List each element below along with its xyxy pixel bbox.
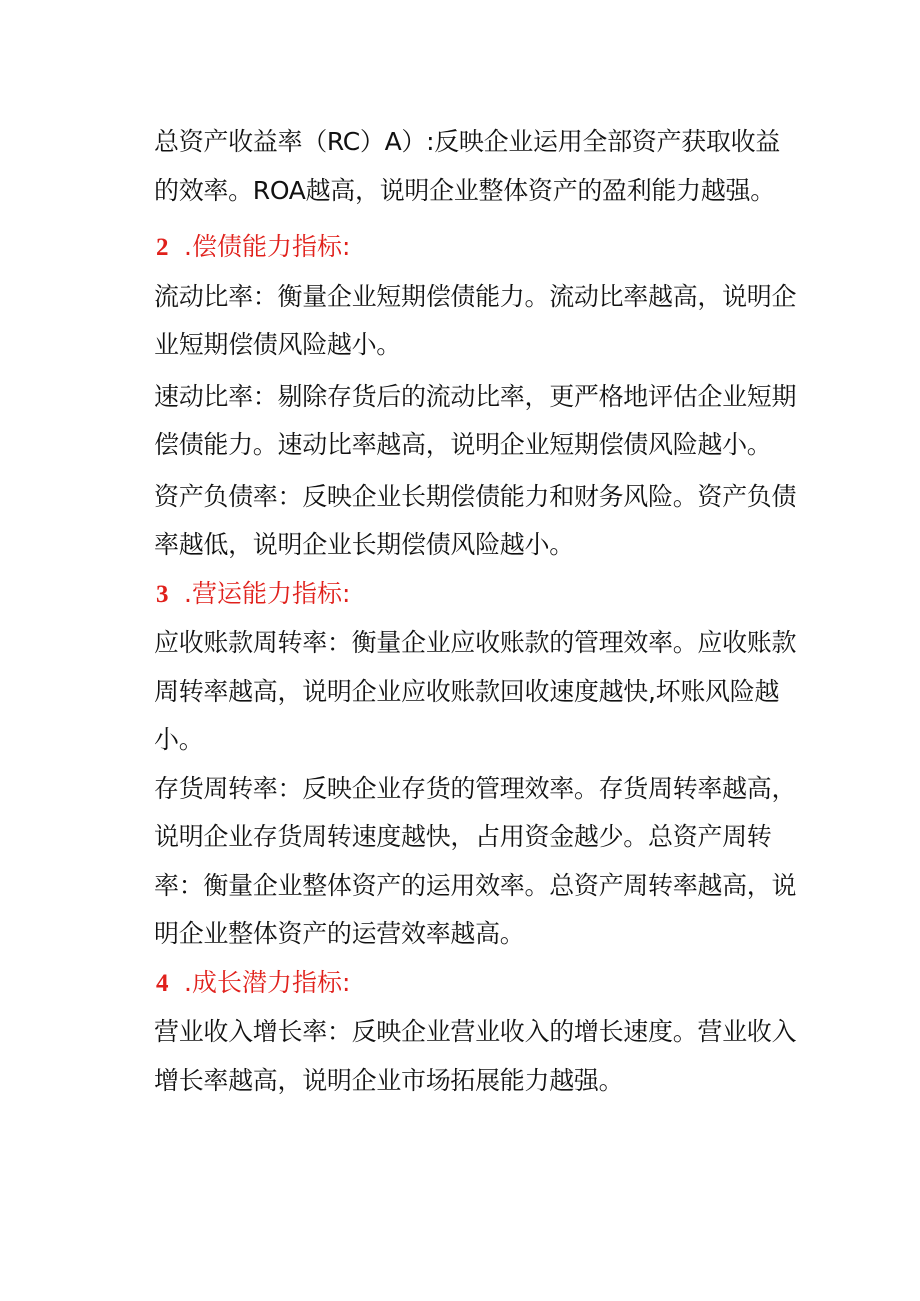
section-title: .偿债能力指标: [184, 232, 351, 261]
receivable-turnover-paragraph: 应收账款周转率：衡量企业应收账款的管理效率。应收账款周转率越高，说明企业应收账款回收速度越快,坏账风险越小。 [154, 628, 797, 754]
roa-paragraph: 总资产收益率（RC）A）:反映企业运用全部资产获取收益的效率。ROA越高，说明企业整体资产的盈利能力越强。 [154, 127, 781, 205]
document-body [154, 118, 804, 1105]
inventory-turnover-paragraph: 存货周转率：反映企业存货的管理效率。存货周转率越高，说明企业存货周转速度越快，占用资金越少。总资产周转率：衡量企业整体资产的运用效率。总资产周转率越高，说明企业整体资产的运营效率越高。 [154, 773, 797, 948]
current-ratio-paragraph: 流动比率：衡量企业短期偿债能力。流动比率越高，说明企业短期偿债风险越小。 [154, 281, 797, 359]
section-number: 3 [156, 580, 169, 608]
section-heading-solvency [154, 223, 804, 273]
section-title: .成长潜力指标: [184, 967, 351, 997]
section-title: .营运能力指标: [184, 578, 351, 608]
revenue-growth-paragraph: 营业收入增长率：反映企业营业收入的增长速度。营业收入增长率越高，说明企业市场拓展能力越强。 [154, 1017, 797, 1095]
debt-ratio-paragraph: 资产负债率：反映企业长期偿债能力和财务风险。资产负债率越低，说明企业长期偿债风险越小。 [154, 481, 797, 559]
section-heading-growth [154, 959, 804, 1009]
section-heading-operating [154, 570, 804, 620]
section-number: 4 [156, 969, 169, 997]
quick-ratio-paragraph: 速动比率：剔除存货后的流动比率，更严格地评估企业短期偿债能力。速动比率越高，说明企业短期偿债风险越小。 [154, 381, 797, 459]
section-number: 2 [156, 234, 169, 261]
